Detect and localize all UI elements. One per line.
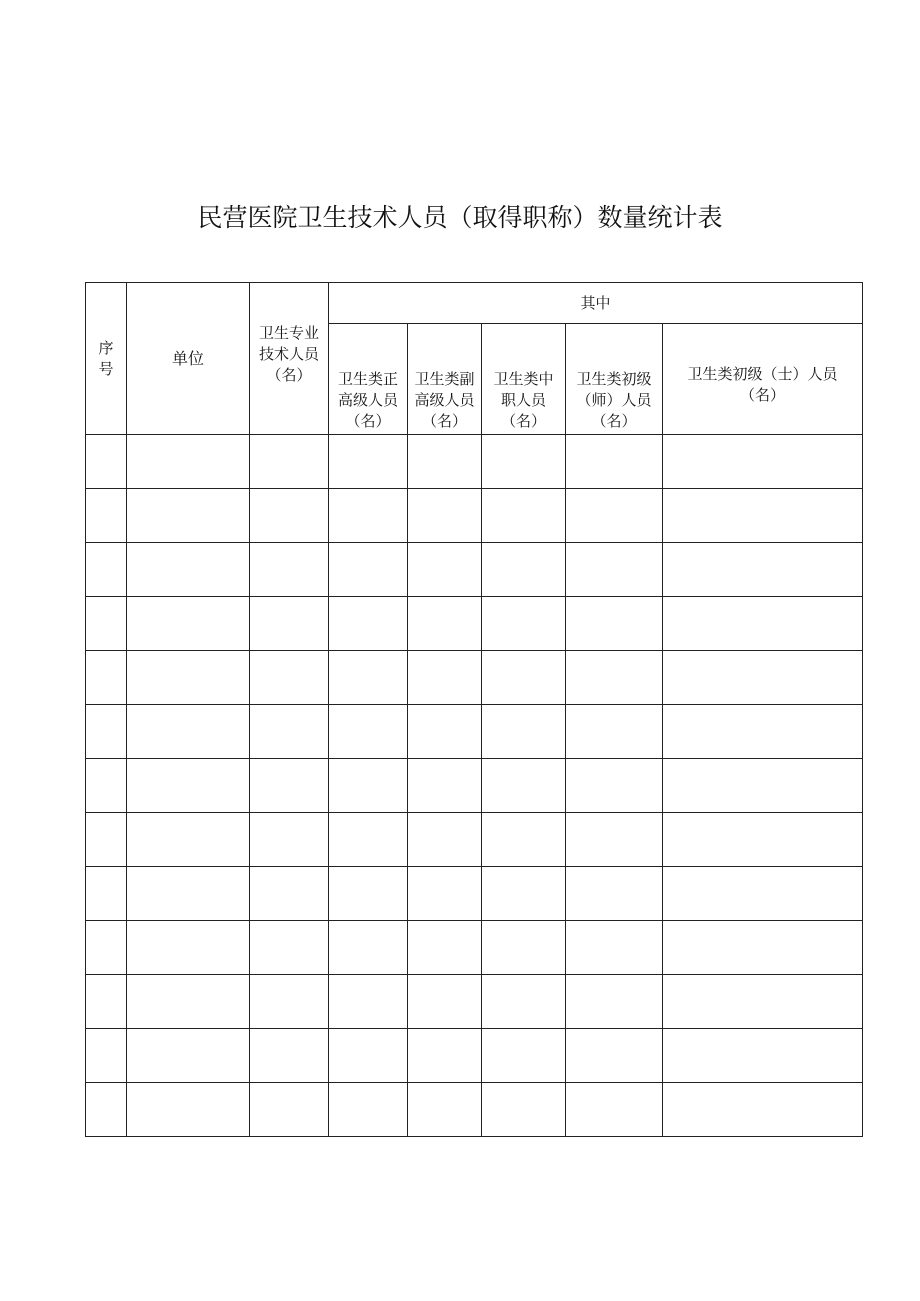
table-cell xyxy=(408,705,482,759)
header-row-1 xyxy=(86,283,863,324)
table-cell xyxy=(482,1029,566,1083)
table-cell xyxy=(127,651,250,705)
table-cell xyxy=(408,543,482,597)
table-cell xyxy=(663,597,863,651)
table-cell xyxy=(86,705,127,759)
table-cell xyxy=(482,813,566,867)
table-row xyxy=(86,975,863,1029)
table-cell xyxy=(127,705,250,759)
header-seq xyxy=(86,283,127,435)
header-junior-shi xyxy=(566,324,663,435)
table-cell xyxy=(250,435,329,489)
header-tech-staff xyxy=(250,283,329,435)
header-group: 其中 xyxy=(329,283,863,324)
table-cell xyxy=(663,1029,863,1083)
page-title: 民营医院卫生技术人员（取得职称）数量统计表 xyxy=(197,203,723,232)
table-cell xyxy=(663,489,863,543)
table-cell xyxy=(329,435,408,489)
table-cell xyxy=(663,1083,863,1137)
table-cell xyxy=(566,489,663,543)
header-senior-label: 卫生类正高级人员（名） xyxy=(337,370,398,430)
table-cell xyxy=(482,975,566,1029)
table-cell xyxy=(482,1083,566,1137)
header-intermediate-label: 卫生类中职人员（名） xyxy=(493,370,554,430)
table-cell xyxy=(127,1083,250,1137)
table-cell xyxy=(566,921,663,975)
table-cell xyxy=(566,597,663,651)
table-cell xyxy=(482,921,566,975)
table-cell xyxy=(250,543,329,597)
table-cell xyxy=(127,867,250,921)
header-junior-shi-label: 卫生类初级（师）人员（名） xyxy=(576,370,652,430)
table-cell xyxy=(408,1029,482,1083)
table-row xyxy=(86,543,863,597)
table-cell xyxy=(482,759,566,813)
table-cell xyxy=(482,489,566,543)
table-row xyxy=(86,759,863,813)
table-cell xyxy=(566,435,663,489)
table-cell xyxy=(127,543,250,597)
table-cell xyxy=(408,867,482,921)
table-cell xyxy=(482,597,566,651)
table-cell xyxy=(482,651,566,705)
table-row xyxy=(86,813,863,867)
table-cell xyxy=(250,1083,329,1137)
table-cell xyxy=(482,867,566,921)
table-row xyxy=(86,705,863,759)
table-cell xyxy=(127,975,250,1029)
table-cell xyxy=(408,489,482,543)
table-cell xyxy=(329,813,408,867)
table-row xyxy=(86,1083,863,1137)
table-cell xyxy=(127,921,250,975)
table-cell xyxy=(408,813,482,867)
table-cell xyxy=(86,867,127,921)
table-cell xyxy=(329,543,408,597)
table-cell xyxy=(663,651,863,705)
table-cell xyxy=(329,921,408,975)
table-cell xyxy=(329,975,408,1029)
table-cell xyxy=(482,705,566,759)
table-cell xyxy=(408,597,482,651)
header-senior xyxy=(329,324,408,435)
table-cell xyxy=(127,435,250,489)
table-cell xyxy=(250,867,329,921)
table-cell xyxy=(329,759,408,813)
table-cell xyxy=(663,975,863,1029)
table-cell xyxy=(566,867,663,921)
header-tech-staff-label: 卫生专业技术人员（名） xyxy=(258,324,319,384)
table-cell xyxy=(566,813,663,867)
table-cell xyxy=(329,867,408,921)
table-cell xyxy=(127,813,250,867)
table-cell xyxy=(250,975,329,1029)
table-cell xyxy=(663,867,863,921)
table-cell xyxy=(663,705,863,759)
table-cell xyxy=(127,489,250,543)
table-cell xyxy=(329,597,408,651)
table-cell xyxy=(663,813,863,867)
table-row xyxy=(86,921,863,975)
table-cell xyxy=(86,975,127,1029)
table-row xyxy=(86,867,863,921)
statistics-table xyxy=(85,282,863,1137)
table-cell xyxy=(86,759,127,813)
header-seq-label: 序号 xyxy=(98,338,114,378)
table-cell xyxy=(250,705,329,759)
table-cell xyxy=(408,1083,482,1137)
table-cell xyxy=(250,1029,329,1083)
header-junior-shi2 xyxy=(663,324,863,435)
table-cell xyxy=(127,1029,250,1083)
table-cell xyxy=(250,759,329,813)
table-cell xyxy=(408,651,482,705)
table-row xyxy=(86,489,863,543)
table-cell xyxy=(482,435,566,489)
table-cell xyxy=(250,813,329,867)
table-row xyxy=(86,651,863,705)
header-deputy-senior xyxy=(408,324,482,435)
table-cell xyxy=(566,705,663,759)
table-cell xyxy=(329,651,408,705)
header-unit: 单位 xyxy=(127,283,250,435)
table-cell xyxy=(86,1083,127,1137)
table-cell xyxy=(329,705,408,759)
table-cell xyxy=(86,489,127,543)
table-cell xyxy=(663,921,863,975)
table-cell xyxy=(408,921,482,975)
table-row xyxy=(86,1029,863,1083)
table-cell xyxy=(663,543,863,597)
table-row xyxy=(86,435,863,489)
header-intermediate xyxy=(482,324,566,435)
table-cell xyxy=(86,543,127,597)
table-cell xyxy=(86,921,127,975)
table-cell xyxy=(663,435,863,489)
table-cell xyxy=(250,921,329,975)
table-cell xyxy=(408,435,482,489)
header-deputy-senior-label: 卫生类副高级人员（名） xyxy=(414,370,475,430)
table-cell xyxy=(86,1029,127,1083)
table-cell xyxy=(408,975,482,1029)
table-cell xyxy=(86,597,127,651)
table-cell xyxy=(250,489,329,543)
table-cell xyxy=(566,975,663,1029)
table-cell xyxy=(127,597,250,651)
table-cell xyxy=(250,651,329,705)
table-cell xyxy=(482,543,566,597)
table-cell xyxy=(329,489,408,543)
table-cell xyxy=(566,651,663,705)
table-cell xyxy=(408,759,482,813)
table-row xyxy=(86,597,863,651)
table-cell xyxy=(329,1029,408,1083)
table-cell xyxy=(566,1083,663,1137)
table-cell xyxy=(86,813,127,867)
table-cell xyxy=(566,543,663,597)
header-junior-shi2-label: 卫生类初级（士）人员（名） xyxy=(687,365,838,404)
table-cell xyxy=(566,759,663,813)
table-cell xyxy=(566,1029,663,1083)
table-cell xyxy=(86,651,127,705)
table-cell xyxy=(127,759,250,813)
table-cell xyxy=(329,1083,408,1137)
table-cell xyxy=(663,759,863,813)
table-cell xyxy=(86,435,127,489)
table-cell xyxy=(250,597,329,651)
